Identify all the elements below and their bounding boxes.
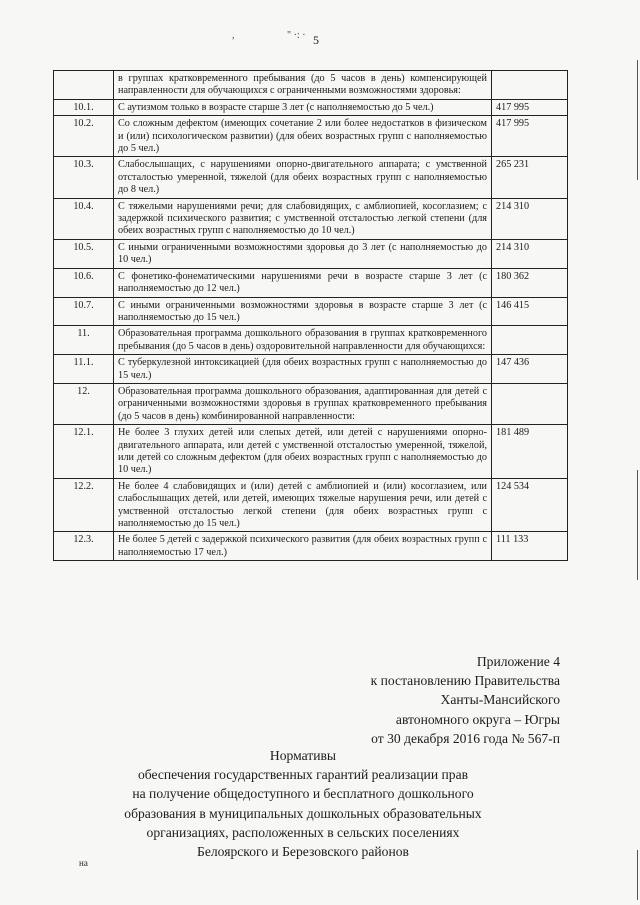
row-description: С иными ограниченными возможностями здоровья до 3 лет (с наполняемостью до 10 чел.) — [114, 239, 492, 268]
row-number — [54, 71, 114, 100]
row-description: С тяжелыми нарушениями речи; для слабовидящих, с амблиопией, косоглазием; с задержкой психического развития; с умственной отсталостью легкой степени (для обеих возрастных групп с наполняемостью до 10 чел.) — [114, 198, 492, 239]
table-row — [54, 198, 568, 239]
row-value: 417 995 — [492, 116, 568, 157]
row-number: 10.7. — [54, 297, 114, 326]
row-number: 12.3. — [54, 532, 114, 561]
table-row — [54, 99, 568, 115]
row-value: 214 310 — [492, 239, 568, 268]
row-number: 10.5. — [54, 239, 114, 268]
appendix-region-line2: автономного округа – Югры — [395, 711, 560, 727]
row-value: 111 133 — [492, 532, 568, 561]
table-row — [54, 355, 568, 384]
table-row — [54, 383, 568, 424]
row-description: Образовательная программа дошкольного образования в группах кратковременного пребывания (до 5 часов в день) оздоровительной направленности для обучающихся: — [114, 326, 492, 355]
row-description: Не более 3 глухих детей или слепых детей, или детей с нарушениями опорно-двигательного аппарата, или детей с умственной отсталостью умеренной, тяжелой, или детей со сложным дефектом (для обеих возрастных групп с наполняемостью до 10 чел.) — [114, 425, 492, 479]
row-value: 417 995 — [492, 99, 568, 115]
row-number: 10.4. — [54, 198, 114, 239]
row-value — [492, 326, 568, 355]
row-value — [492, 71, 568, 100]
table-row — [54, 425, 568, 479]
row-number: 10.2. — [54, 116, 114, 157]
row-number: 12.2. — [54, 478, 114, 532]
title-line: обеспечения государственных гарантий реализации прав — [137, 767, 469, 783]
row-number: 10.3. — [54, 157, 114, 198]
row-value — [492, 383, 568, 424]
table-row — [54, 326, 568, 355]
appendix-heading — [371, 652, 560, 748]
title-line: образования в муниципальных дошкольных образовательных — [124, 805, 482, 821]
table-row — [54, 297, 568, 326]
title-line: организациях, расположенных в сельских поселениях — [146, 824, 460, 840]
row-value: 214 310 — [492, 198, 568, 239]
table-row — [54, 239, 568, 268]
row-value: 265 231 — [492, 157, 568, 198]
row-value: 181 489 — [492, 425, 568, 479]
row-description: Не более 4 слабовидящих и (или) детей с амблиопией и (или) косоглазием, или слабослышащих детей, или детей, имеющих тяжелые нарушения речи, или детей с умственной отсталостью легкой степени (для обеих возрастных групп с наполняемостью до 15 чел.) — [114, 478, 492, 532]
row-number: 11. — [54, 326, 114, 355]
row-number: 10.6. — [54, 268, 114, 297]
row-number: 11.1. — [54, 355, 114, 384]
row-value: 180 362 — [492, 268, 568, 297]
row-number: 12. — [54, 383, 114, 424]
appendix-label: Приложение 4 — [476, 654, 560, 669]
appendix-date: от 30 декабря 2016 года № 567-п — [371, 730, 560, 746]
header-marks: " ·: · — [287, 30, 306, 41]
title-line: Нормативы — [269, 748, 337, 763]
table-row — [54, 71, 568, 100]
row-description: Слабослышащих, с нарушениями опорно-двигательного аппарата; с умственной отсталостью умеренной, тяжелой (для обеих возрастных групп с наполняемостью до 8 чел.) — [114, 157, 492, 198]
appendix-resolution: к постановлению Правительства — [370, 673, 560, 689]
row-number: 10.1. — [54, 99, 114, 115]
table-row — [54, 116, 568, 157]
row-description: С туберкулезной интоксикацией (для обеих возрастных групп с наполняемостью до 15 чел.) — [114, 355, 492, 384]
footer-note: на — [79, 858, 88, 868]
row-description: Образовательная программа дошкольного образования, адаптированная для детей с ограниченными возможностями здоровья в группах кратковременного пребывания (до 5 часов в день) комбинированной направленности: — [114, 383, 492, 424]
row-description: в группах кратковременного пребывания (до 5 часов в день) компенсирующей направленности для обучающихся с ограниченными возможностями здоровья: — [114, 71, 492, 100]
scan-edge-line — [637, 60, 638, 180]
row-description: Не более 5 детей с задержкой психического развития (для обеих возрастных групп с наполняемостью 17 чел.) — [114, 532, 492, 561]
document-title — [0, 746, 640, 861]
table-row — [54, 478, 568, 532]
row-description: С аутизмом только в возрасте старше 3 лет (с наполняемостью до 5 чел.) — [114, 99, 492, 115]
row-description: Со сложным дефектом (имеющих сочетание 2 или более недостатков в физическом и (или) психологическом развитии) (для обеих возрастных групп с наполняемостью до 5 чел.) — [114, 116, 492, 157]
row-description: С фонетико-фонематическими нарушениями речи в возрасте старше 3 лет (с наполняемостью до 12 чел.) — [114, 268, 492, 297]
scan-edge-line — [637, 470, 638, 580]
table-row — [54, 157, 568, 198]
scan-artifact: , — [232, 30, 235, 41]
page-number: 5 — [313, 33, 320, 47]
table-row — [54, 268, 568, 297]
title-line: на получение общедоступного и бесплатного дошкольного — [132, 786, 474, 802]
table-row — [54, 532, 568, 561]
row-value: 124 534 — [492, 478, 568, 532]
row-value: 146 415 — [492, 297, 568, 326]
row-value: 147 436 — [492, 355, 568, 384]
appendix-region-line1: Ханты-Мансийского — [440, 692, 560, 708]
norms-table — [53, 70, 568, 561]
title-line: Белоярского и Березовского районов — [197, 844, 409, 860]
row-description: С иными ограниченными возможностями здоровья в возрасте старше 3 лет (с наполняемостью до 15 чел.) — [114, 297, 492, 326]
row-number: 12.1. — [54, 425, 114, 479]
